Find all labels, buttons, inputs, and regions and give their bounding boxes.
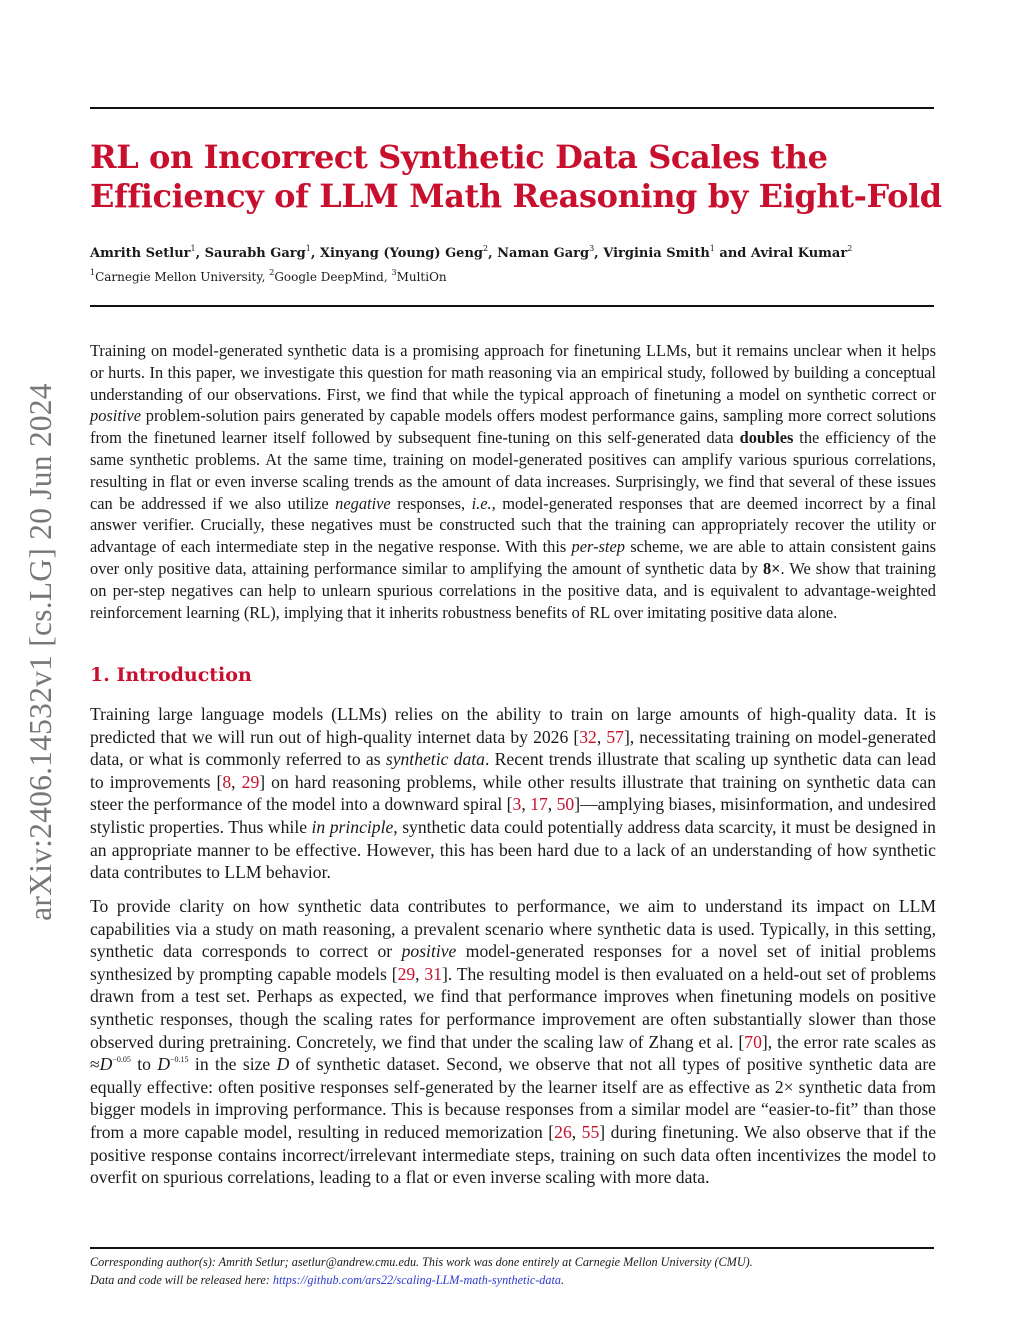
intro-paragraph-2 <box>90 895 936 1189</box>
citation-link[interactable]: 57 <box>606 726 624 747</box>
footnote-line-1: Corresponding author(s): Amrith Setlur; asetlur@andrew.cmu.edu. This work was done entirely at Carnegie Mellon University (CMU). <box>90 1255 753 1269</box>
abstract-emphasis: i.e. <box>471 493 492 513</box>
math-exponent: −0.05 <box>112 1055 131 1065</box>
body-text: , <box>596 726 607 747</box>
author-affiliation-mark: 2 <box>847 243 853 253</box>
author-affiliation-mark: 2 <box>482 243 489 253</box>
citation-link[interactable]: 3 <box>512 794 522 815</box>
author-name: Aviral Kumar <box>750 246 848 261</box>
author-name: Virginia Smith <box>603 246 710 261</box>
code-repository-link[interactable]: https://github.com/ars22/scaling-LLM-math-synthetic-data <box>272 1273 561 1287</box>
body-text: , <box>415 963 425 984</box>
author-separator: , <box>195 246 205 261</box>
section-heading-introduction: 1. Introduction <box>90 664 252 686</box>
math-symbol: D <box>99 1054 113 1075</box>
author-list <box>90 243 853 261</box>
math-symbol: D <box>276 1054 290 1075</box>
body-text: , <box>521 794 531 815</box>
author-name: Saurabh Garg <box>204 246 306 261</box>
citation-link[interactable]: 55 <box>581 1121 600 1142</box>
citation-link[interactable]: 31 <box>424 963 442 984</box>
abstract-text: responses, <box>390 493 472 513</box>
citation-link[interactable]: 26 <box>554 1121 572 1142</box>
body-emphasis: synthetic data <box>385 749 485 770</box>
footnote-line-2 <box>90 1271 940 1289</box>
citation-link[interactable]: 70 <box>744 1031 762 1052</box>
author-name: Xinyang (Young) Geng <box>319 246 483 261</box>
paper-title <box>90 138 940 216</box>
abstract-text: Training on model-generated synthetic data is a promising approach for finetuning LLMs, but it remains unclear when it helps or hurts. In this paper, we investigate this question for math reasoning via an empirical study, followed by building a conceptual understanding of our observations. First, we find that while the typical approach of finetuning a model on synthetic correct or <box>90 341 936 404</box>
body-text: ] during finetuning. We also observe that if the positive response contains incorrect/irrelevant intermediate steps, training on such data often incentivizes the model to overfit on spurious correlations, leading to a flat or even inverse scaling with more data. <box>90 1121 937 1188</box>
body-emphasis: positive <box>401 941 457 962</box>
author-name: Amrith Setlur <box>90 246 191 261</box>
abstract-text: , model-generated responses that are deemed incorrect by a final answer verifier. Crucially, these negatives must be constructed such that the training can appropriately recover the utility or advantage of each intermediate step in the negative response. With this <box>90 493 936 557</box>
abstract-text: . We show that training on per-step negatives can help to unlearn spurious correlations in the positive data, and is equivalent to advantage-weighted reinforcement learning (RL), implying that it inherits robustness benefits of RL over imitating positive data alone. <box>90 558 937 622</box>
abstract-bold: doubles <box>739 428 794 448</box>
author-separator: , <box>310 246 320 261</box>
affiliation-mark: 1 <box>90 268 96 277</box>
body-text: ], the error rate scales as ≈ <box>90 1031 936 1075</box>
body-text: of synthetic dataset. Second, we observe that not all types of positive synthetic data are equally effective: often positive responses self-generated by the learner itself are as effective as 2× synthetic data from bigger models in improving performance. This is because responses from a similar model are “easier-to-fit” than those from a more capable model, resulting in reduced memorization [ <box>90 1054 936 1142</box>
body-text: . Recent trends illustrate that scaling up synthetic data can lead to improvements [ <box>90 749 937 792</box>
author-affiliation-mark: 1 <box>305 243 311 253</box>
footnote-text: Data and code will be released here: <box>90 1273 273 1287</box>
citation-link[interactable]: 32 <box>579 726 597 747</box>
body-text: , <box>547 794 557 815</box>
abstract-bold: 8× <box>762 558 781 578</box>
body-text: ]—amplying biases, misinformation, and undesired stylistic properties. Thus while <box>90 794 936 837</box>
author-separator: , <box>488 246 498 261</box>
title-line-2: Efficiency of LLM Math Reasoning by Eight-Fold <box>90 177 942 215</box>
body-text: ] on hard reasoning problems, while other results illustrate that training on synthetic data can steer the performance of the model into a downward spiral [ <box>90 771 936 815</box>
arxiv-sidebar <box>17 362 65 942</box>
author-separator: , <box>594 246 604 261</box>
math-symbol: D <box>157 1054 171 1075</box>
abstract <box>90 340 936 623</box>
citation-link[interactable]: 29 <box>241 771 260 792</box>
body-text: in the size <box>188 1054 277 1075</box>
abstract-emphasis: per-step <box>571 537 625 557</box>
affiliation-mark: 2 <box>269 268 275 277</box>
author-conjunction: and <box>714 246 751 261</box>
author-affiliation-mark: 1 <box>709 243 715 253</box>
top-rule <box>90 107 934 109</box>
body-text: ]. The resulting model is then evaluated on a held-out set of problems drawn from a test set. Perhaps as expected, we find that performance improves when finetuning models on positive synthetic responses, though the scaling rates for performance improvement are often substantially slower than those observed during pretraining. Concretely, we find that under the scaling law of Zhang et al. [ <box>90 963 936 1052</box>
header-rule <box>90 305 934 307</box>
citation-link[interactable]: 29 <box>397 963 416 984</box>
abstract-text: scheme, we are able to attain consistent gains over only positive data, attaining performance similar to amplifying the amount of synthetic data by <box>90 537 936 578</box>
body-text: To provide clarity on how synthetic data contributes to performance, we aim to understand its impact on LLM capabilities via a study on math reasoning, a prevalent scenario where synthetic data is used. Typically, in this setting, synthetic data corresponds to correct or <box>90 896 936 962</box>
body-emphasis: in principle <box>311 816 394 837</box>
footnote <box>90 1253 940 1289</box>
affiliation-mark: 3 <box>391 268 397 277</box>
citation-link[interactable]: 17 <box>530 794 548 815</box>
abstract-text: problem-solution pairs generated by capable models offers modest performance gains, sampling more correct solutions from the finetuned learner itself followed by subsequent fine-tuning on this self-generated data <box>90 406 936 448</box>
citation-link[interactable]: 8 <box>222 771 232 792</box>
body-text: , <box>571 1121 582 1142</box>
affiliation-name: MultiOn <box>396 270 447 284</box>
arxiv-identifier: arXiv:2406.14532v1 [cs.LG] 20 Jun 2024 <box>23 383 58 921</box>
abstract-emphasis: negative <box>335 493 391 513</box>
body-text: Training large language models (LLMs) relies on the ability to train on large amounts of high-quality data. It is predicted that we will run out of high-quality internet data by 2026 [ <box>90 704 936 747</box>
body-text: to <box>130 1054 158 1075</box>
author-affiliation-mark: 1 <box>190 243 196 253</box>
title-line-1: RL on Incorrect Synthetic Data Scales the <box>90 138 828 176</box>
intro-paragraph-1 <box>90 703 936 884</box>
body-text: ], necessitating training on model-generated data, or what is commonly referred to as <box>90 726 937 770</box>
author-affiliation-mark: 3 <box>589 243 595 253</box>
footnote-rule <box>90 1247 934 1249</box>
affiliation-name: Google DeepMind <box>274 270 384 284</box>
citation-link[interactable]: 50 <box>556 794 575 815</box>
affiliation-list: $^1$Carnegie Mellon University, $^2$Google DeepMind, $^3$MultiOn <box>90 268 447 284</box>
body-text: , <box>231 771 242 792</box>
author-name: Naman Garg <box>497 246 590 261</box>
footnote-text: . <box>560 1273 565 1287</box>
affiliation-name: Carnegie Mellon University <box>95 270 262 284</box>
abstract-text: the efficiency of the same synthetic problems. At the same time, training on model-generated positives can amplify various spurious correlations, resulting in flat or even inverse scaling trends as the amount of data increases. Surprisingly, we find that several of these issues can be addressed if we also utilize <box>90 428 936 513</box>
body-text: model-generated responses for a novel set of initial problems synthesized by prompting capable models [ <box>90 941 936 984</box>
body-text: , synthetic data could potentially address data scarcity, it must be designed in an appropriate manner to be effective. However, this has been hard due to a lack of an understanding of how synthetic data contributes to LLM behavior. <box>90 816 936 883</box>
abstract-emphasis: positive <box>90 406 141 426</box>
math-exponent: −0.15 <box>170 1055 189 1065</box>
